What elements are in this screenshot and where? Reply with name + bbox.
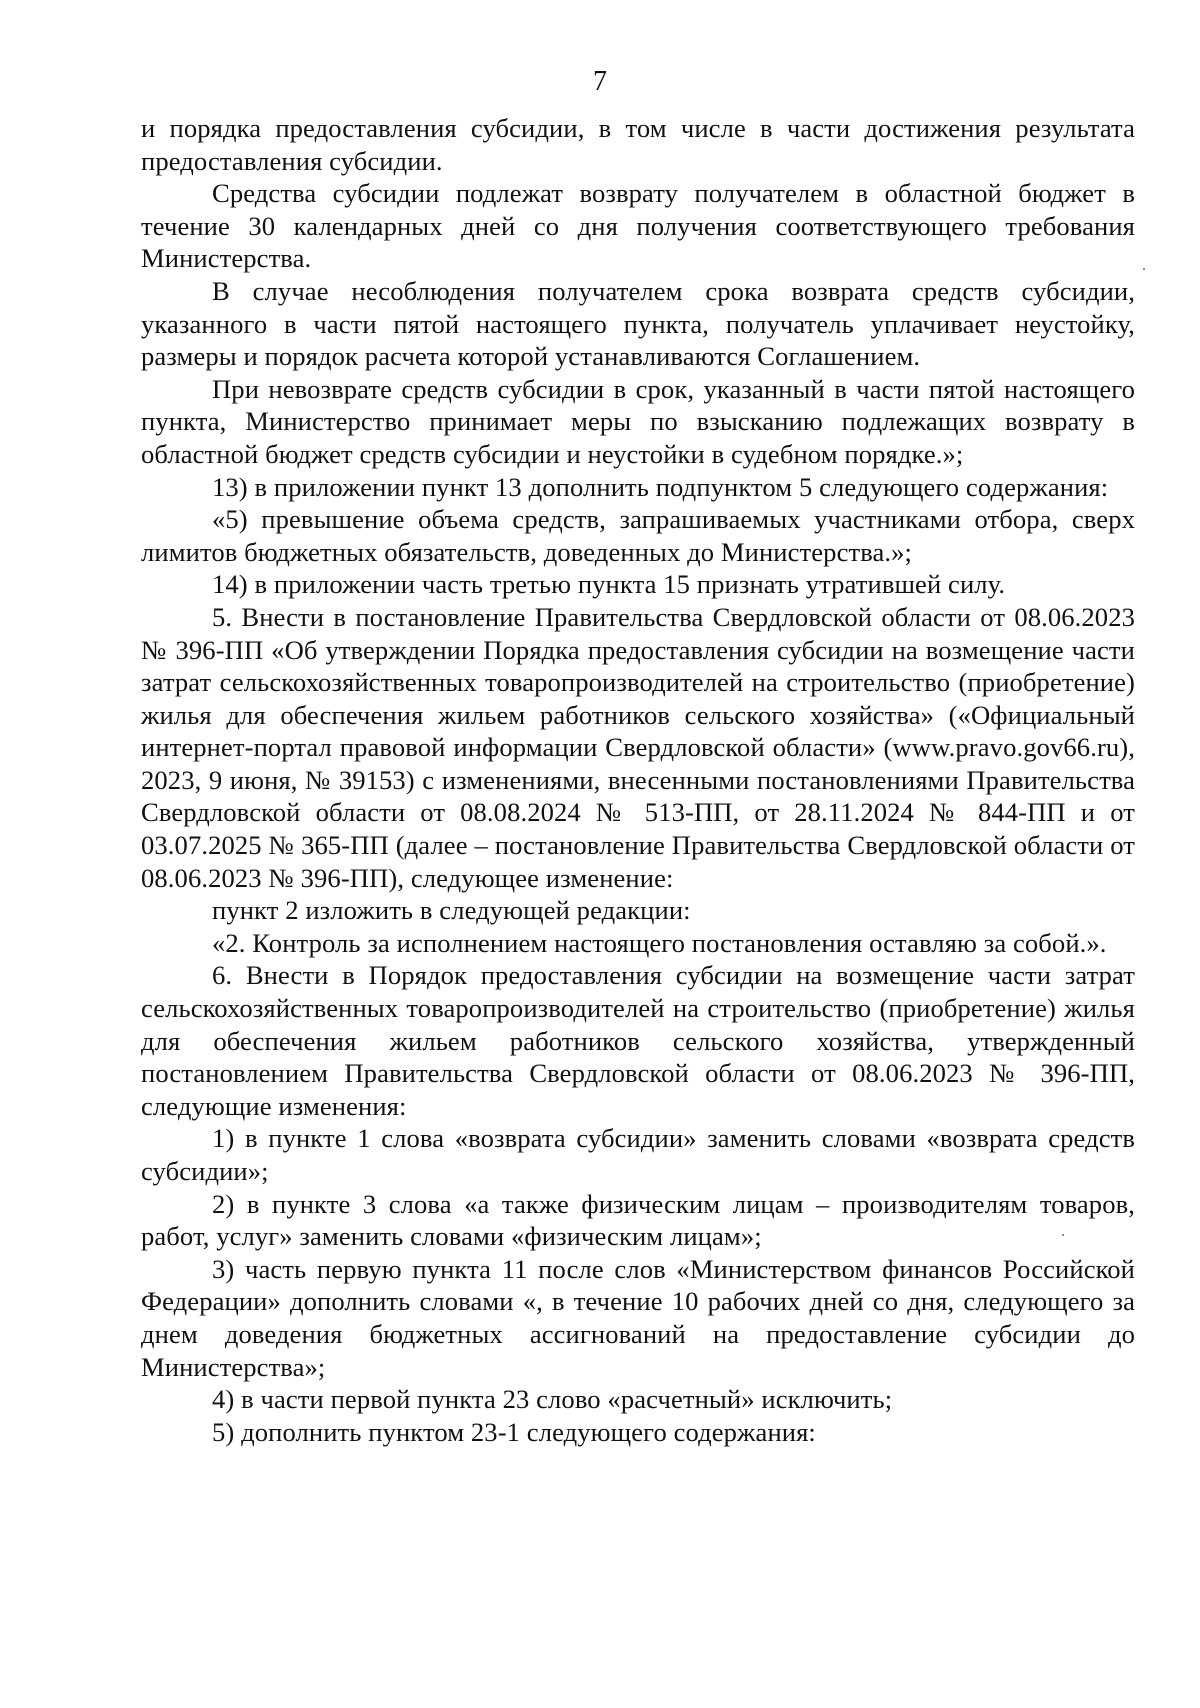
paragraph-court-recovery: При невозврате средств субсидии в срок, указанный в части пятой настоящего пункта, Министерство принимает меры по взысканию подлежащих возврату в областной бюджет средств субсидии и неустойки в судебном порядке.»; — [141, 373, 1135, 469]
paragraph-point-2-intro: пункт 2 изложить в следующей редакции: — [212, 895, 691, 926]
paragraph-point-2-text: «2. Контроль за исполнением настоящего постановления оставляю за собой.». — [212, 927, 1107, 958]
page-number: 7 — [593, 66, 607, 97]
paragraph-subitem-5: «5) превышение объема средств, запрашиваемых участниками отбора, сверх лимитов бюджетных обязательств, доведенных до Министерства.»; — [141, 504, 1135, 567]
scan-speck — [1062, 1234, 1064, 1236]
paragraph-section-5: 5. Внести в постановление Правительства Свердловской области от 08.06.2023 № 396-ПП «Об утверждении Порядка предоставления субсидии на возмещение части затрат сельскохозяйственных товаропроизводителей на строительство (приобретение) жилья для обеспечения жильем работников сельского хозяйства» («Официальный интернет-портал правовой информации Свердловской области» (www.pravo.gov66.ru), 2023, 9 июня, № 39153) с изменениями, внесенными постановлениями Правительства Свердловской области от 08.08.2024 № 513-ПП, от 28.11.2024 № 844-ПП и от 03.07.2025 № 365-ПП (далее – постановление Правительства Свердловской области от 08.06.2023 № 396-ПП), следующее изменение: — [141, 601, 1135, 893]
paragraph-item-13: 13) в приложении пункт 13 дополнить подпунктом 5 следующего содержания: — [212, 471, 1109, 502]
paragraph-item-14: 14) в приложении часть третью пункта 15 признать утратившей силу. — [212, 569, 1006, 600]
paragraph-change-2: 2) в пункте 3 слова «а также физическим лицам – производителям товаров, работ, услуг» заменить словами «физическим лицам»; — [141, 1188, 1135, 1252]
paragraph-change-1: 1) в пункте 1 слова «возврата субсидии» заменить словами «возврата средств субсидии»; — [141, 1123, 1135, 1186]
paragraph-refund-deadline: Средства субсидии подлежат возврату получателем в областной бюджет в течение 30 календарных дней со дня получения соответствующего требования Министерства. — [141, 178, 1135, 274]
paragraph-change-3: 3) часть первую пункта 11 после слов «Министерством финансов Российской Федерации» дополнить словами «, в течение 10 рабочих дней со дня, следующего за днем доведения бюджетных ассигнований на предоставление субсидии до Министерства»; — [141, 1253, 1135, 1382]
document-body — [141, 112, 1135, 1448]
paragraph-section-6: 6. Внести в Порядок предоставления субсидии на возмещение части затрат сельскохозяйственных товаропроизводителей на строительство (приобретение) жилья для обеспечения жильем работников сельского хозяйства, утвержденный постановлением Правительства Свердловской области от 08.06.2023 № 396-ПП, следующие изменения: — [141, 960, 1135, 1121]
paragraph-continuation: и порядка предоставления субсидии, в том числе в части достижения результата предоставления субсидии. — [141, 113, 1135, 176]
scan-speck — [1143, 268, 1145, 270]
paragraph-change-5: 5) дополнить пунктом 23-1 следующего содержания: — [212, 1416, 816, 1447]
paragraph-penalty: В случае несоблюдения получателем срока возврата средств субсидии, указанного в части пятой настоящего пункта, получатель уплачивает неустойку, размеры и порядок расчета которой устанавливаются Соглашением. — [141, 275, 1135, 372]
paragraph-change-4: 4) в части первой пункта 23 слово «расчетный» исключить; — [212, 1384, 893, 1415]
